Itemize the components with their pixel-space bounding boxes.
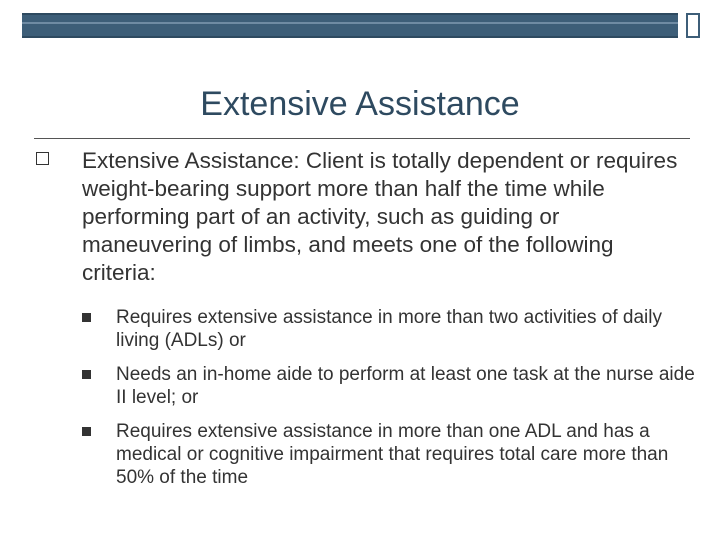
filled-square-bullet-icon <box>82 313 91 322</box>
filled-square-bullet-icon <box>82 427 91 436</box>
slide-title: Extensive Assistance <box>200 85 520 123</box>
header-corner-box <box>686 13 700 38</box>
criteria-item <box>82 420 702 489</box>
title-divider <box>34 138 690 139</box>
criteria-text: Needs an in-home aide to perform at least one task at the nurse aide II level; or <box>116 364 695 408</box>
criteria-list <box>82 306 702 500</box>
filled-square-bullet-icon <box>82 370 91 379</box>
criteria-item <box>82 306 702 352</box>
header-bar-stripe <box>22 22 678 24</box>
criteria-text: Requires extensive assistance in more than two activities of daily living (ADLs) or <box>116 307 662 351</box>
header-bar <box>22 13 678 38</box>
hollow-square-bullet-icon <box>36 152 49 165</box>
criteria-text: Requires extensive assistance in more than one ADL and has a medical or cognitive impairment that requires total care more than 50% of the time <box>116 421 669 488</box>
main-point-text: Extensive Assistance: Client is totally dependent or requires weight-bearing support more than half the time while performing part of an activity, such as guiding or maneuvering of limbs, and meets one of the following criteria: <box>82 148 678 285</box>
criteria-item <box>82 363 702 409</box>
